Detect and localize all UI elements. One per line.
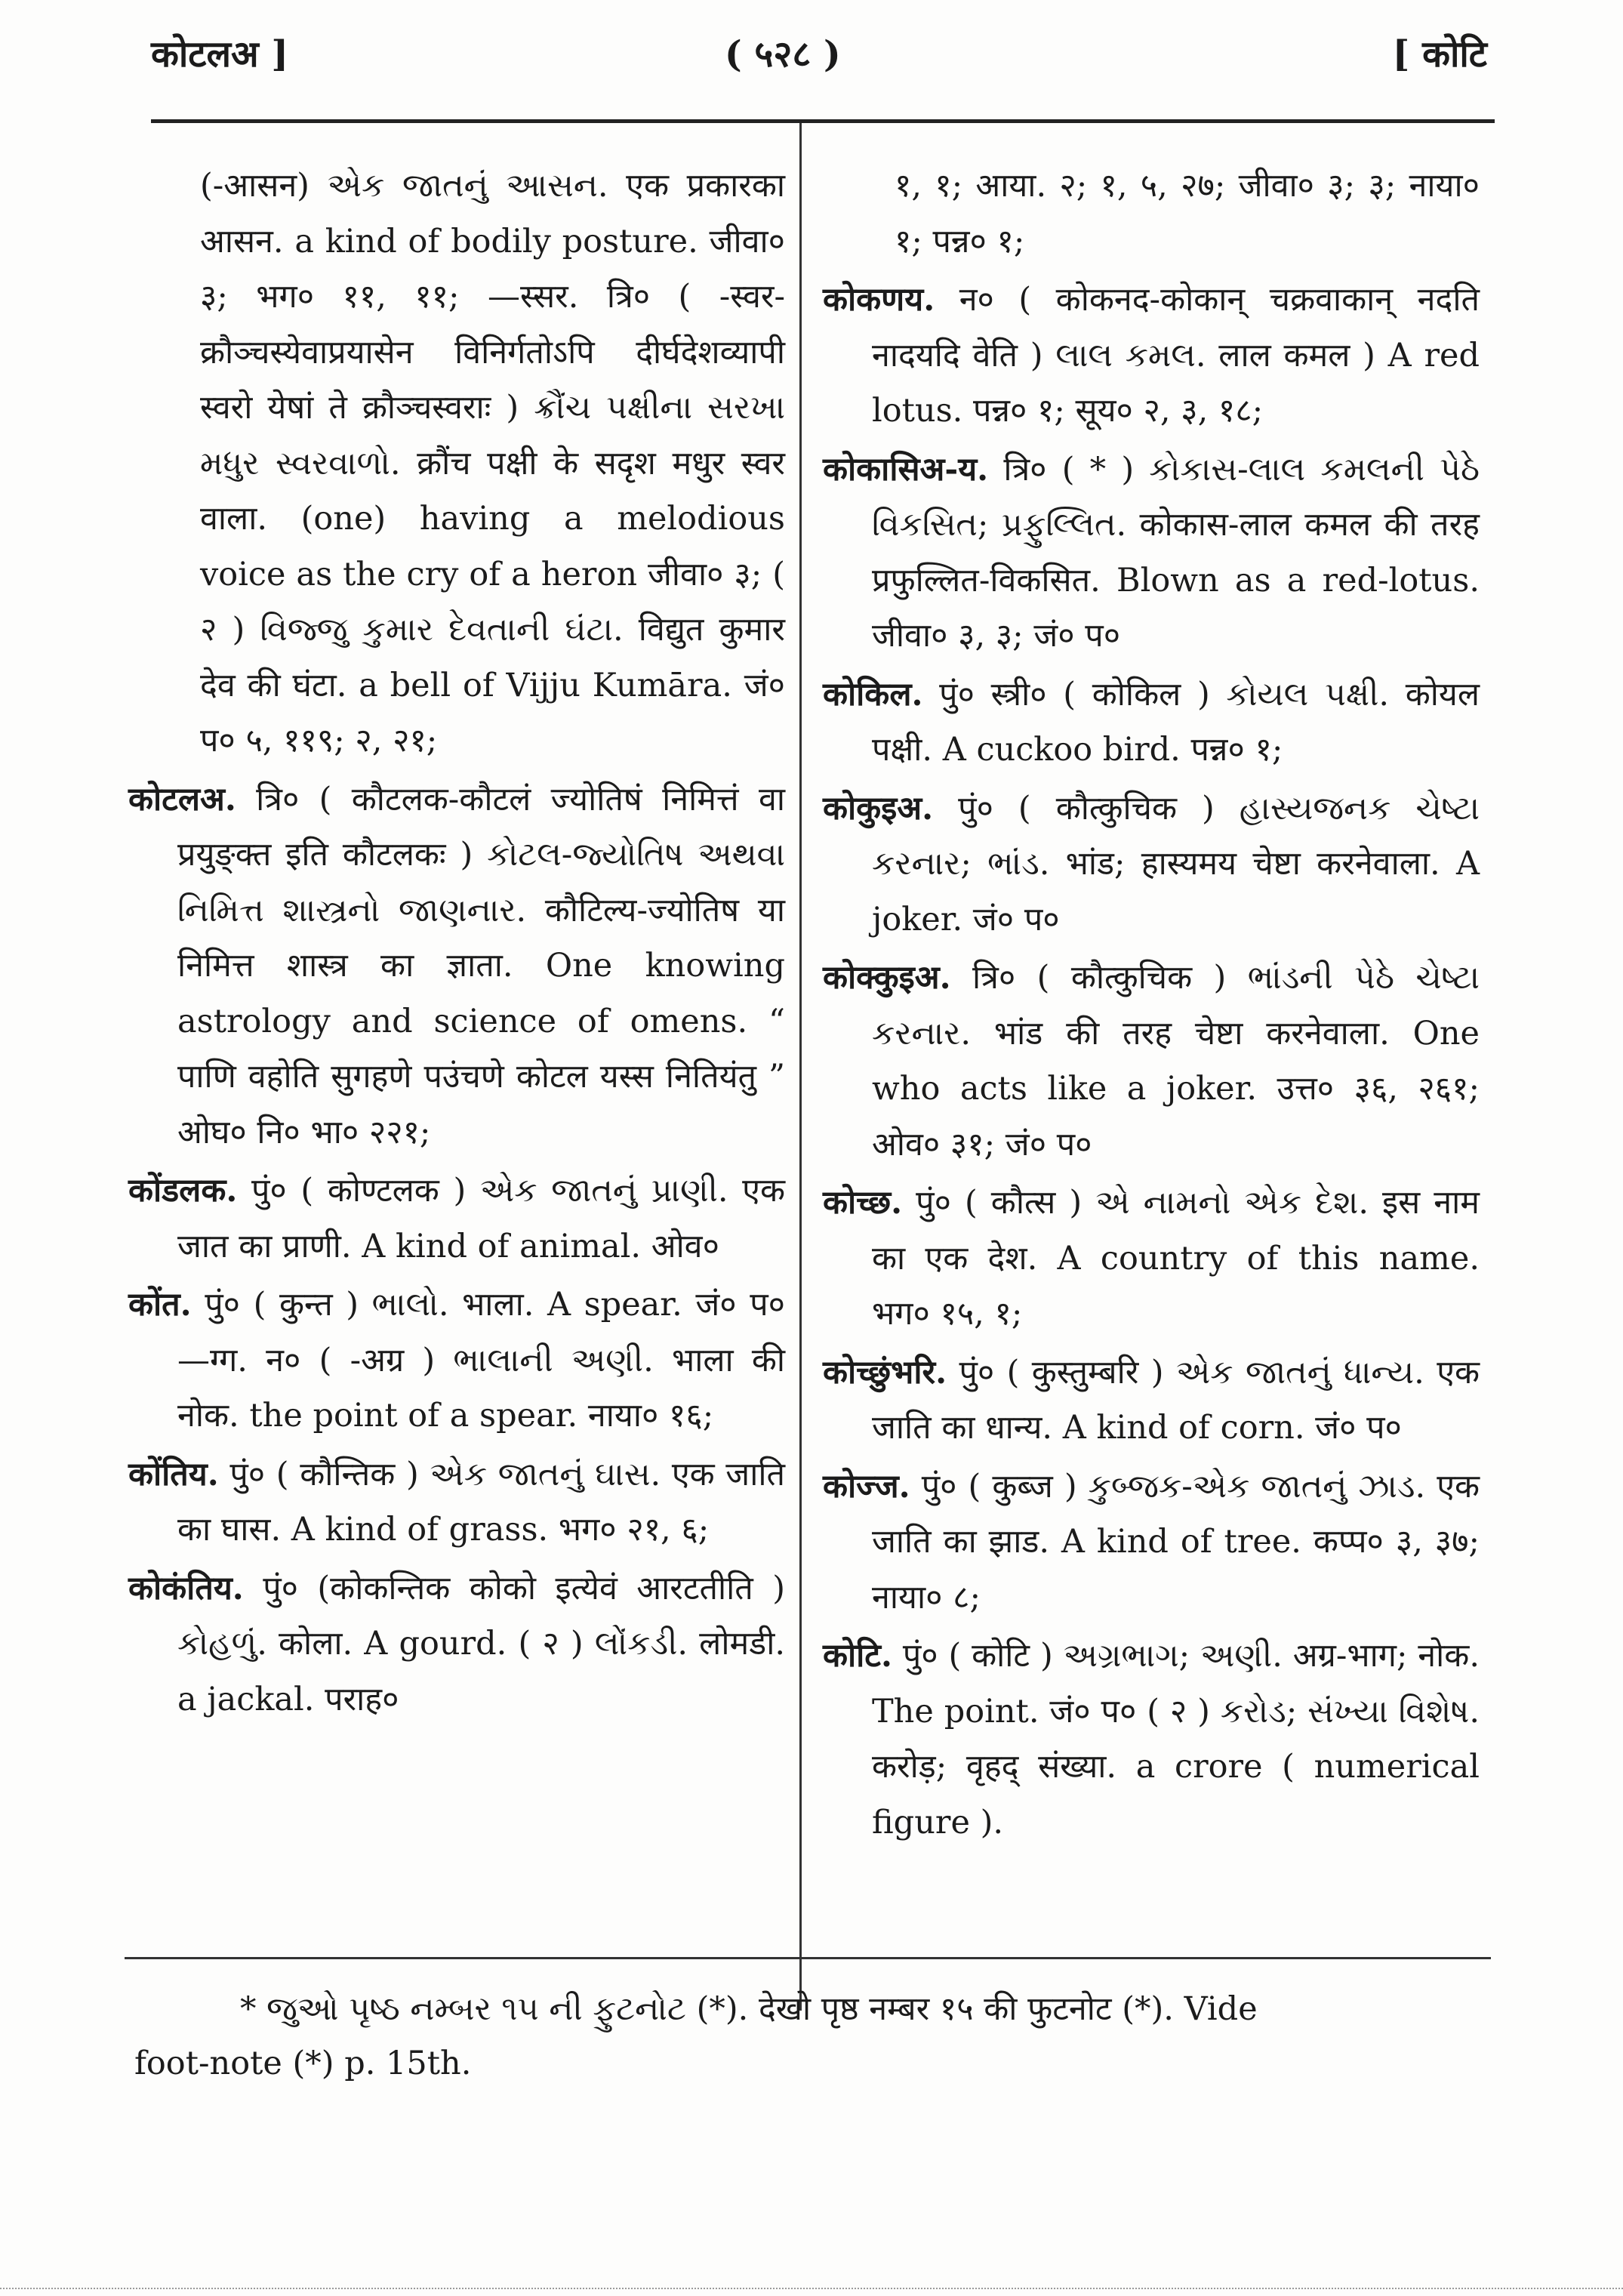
entry-headword: कोच्छ.	[823, 1184, 903, 1222]
entry-text: १, १; आया. २; १, ५, २७; जीवा० ३; ३; नाया० १; पन्न० १;	[895, 167, 1480, 260]
entry-text: त्रि० ( कौटलक-कौटलं ज्योतिषं निमित्तं वा प्रयुङ्क्त इति कौटलकः ) કોટલ-જ્યોતિષ અથવા નિમિત્ત શાસ્ત્રનો જાણનાર. कौटिल्य-ज्योतिष या निमित्त शास्त्र का ज्ञाता. One knowing astrology and science of omens. “ पाणि वहोति सुगहणे पउंचणे कोटल यस्स नितियंतु ” ओघ० नि० भा० २२१;	[177, 780, 785, 1151]
entry-text: पुं० ( कोण्टलक ) એક જાતનું પ્રાણી. एक जात का प्राणी. A kind of animal. ओव०	[177, 1172, 785, 1265]
entry-headword: कोकिल.	[823, 675, 923, 713]
entry-text: पुं० ( कौन्तिक ) એક જાતનું ઘાસ. एक जाति का घास. A kind of grass. भग० २१, ६;	[177, 1455, 786, 1549]
dictionary-entry	[823, 1176, 1480, 1342]
entry-headword: कोकंतिय.	[128, 1569, 244, 1607]
entry-headword: कोंत.	[128, 1286, 192, 1324]
page-number: ( ५२८ )	[725, 33, 841, 76]
entry-text: त्रि० ( कौत्कुचिक ) ભાંડની પેઠે ચેષ્ટા કરનાર. भांड की तरह चेष्टा करनेवाला. One who acts like a joker. उत्त० ३६, २६१; ओव० ३१; जं० प०	[872, 959, 1480, 1163]
entry-text: पुं० ( कुन्त ) ભાલો. भाला. A spear. जं० प० —ग्ग. न० ( -अग्र ) ભાલાની અણી. भाला की नोक. the point of a spear. नाया० १६;	[177, 1286, 785, 1435]
dictionary-entry	[128, 1277, 785, 1444]
entry-text: पुं० ( कुब्ज ) કુબ્જક-એક જાતનું ઝાડ. एक जाति का झाड. A kind of tree. कप्प० ३, ३७; नाया० ८;	[872, 1467, 1480, 1616]
footnote-line: * જુઓ પૃષ્ઠ નમ્બર ૧૫ ની ફુટનોટ (*). देखो पृष्ठ नम्बर १५ की फुटनोट (*). Vide	[240, 1990, 1258, 2028]
footnote-line: foot-note (*) p. 15th.	[134, 2045, 472, 2082]
entry-headword: कोटि.	[823, 1637, 892, 1675]
entry-text: पुं० ( कौत्कुचिक ) હાસ્યજનક ચેષ્ટા કરનાર; ભાંડ. भांड; हास्यमय चेष्टा करनेवाला. A joker. जं० प०	[872, 789, 1480, 938]
entry-headword: कोकणय.	[823, 281, 935, 319]
entry-text: पुं० ( कुस्तुम्बरि ) એક જાતનું ધાન્ય. एक जाति का धान्य. A kind of corn. जं० प०	[872, 1353, 1480, 1447]
dictionary-entry	[823, 667, 1480, 778]
dictionary-entry	[823, 442, 1480, 664]
dictionary-entry	[128, 772, 785, 1161]
entry-text: न० ( कोकनद-कोकान् चक्रवाकान् नदति नादयदि वेति ) લાલ કમલ. लाल कमल ) A red lotus. पन्न० १; सूय० २, ३, १८;	[872, 281, 1480, 430]
dictionary-entry	[128, 1561, 785, 1728]
entry-text: त्रि० ( * ) કોકાસ-લાલ કમલની પેઠે વિકસિત; પ્રફુલ્લિત. कोकास-लाल कमल की तरह प्रफुल्लित-विकसित. Blown as a red-lotus. जीवा० ३, ३; जं० प०	[872, 450, 1480, 655]
right-column	[823, 159, 1480, 1854]
dictionary-entry	[128, 159, 785, 769]
header-rule	[151, 119, 1495, 123]
column-divider	[799, 123, 802, 2011]
entry-text: (-आसन) એક જાતનું આસન. एक प्रकारका आसन. a kind of bodily posture. जीवा० ३; भग० ११, ११; —स्सर. त्रि० ( -स्वर-क्रौञ्चस्येवाप्रयासेन विनिर्गतोऽपि दीर्घदेशव्यापी स्वरो येषां ते क्रौञ्चस्वराः ) ક્રૌંચ પક્ષીના સરખા મધુર સ્વરવાળો. क्रौंच पक्षी के सदृश मधुर स्वर वाला. (one) having a melodious voice as the cry of a heron जीवा० ३; ( २ ) વિજ્જુ કુમાર દેવતાની ઘંટા. विद्युत कुमार देव की घंटा. a bell of Vijju Kumāra. जं० प० ५, ११९; २, २१;	[200, 167, 785, 760]
dictionary-entry	[823, 951, 1480, 1173]
entry-headword: कोज्ज.	[823, 1467, 910, 1505]
dictionary-entry	[823, 1459, 1480, 1626]
header-right-guideword: [ कोटि	[1392, 33, 1487, 76]
entry-headword: कोटलअ.	[128, 780, 236, 818]
dictionary-entry	[823, 159, 1480, 270]
footnote-rule	[125, 1957, 1491, 1959]
dictionary-entry	[128, 1163, 785, 1274]
entry-headword: कोक्कुइअ.	[823, 959, 951, 997]
footnote	[134, 1982, 1486, 2091]
dictionary-entry	[823, 781, 1480, 948]
entry-text: पुं० स्त्री० ( कोकिल ) કોયલ પક્ષી. कोयल पक्षी. A cuckoo bird. पन्न० १;	[872, 675, 1480, 769]
left-column	[128, 159, 785, 1730]
entry-headword: कोकासिअ-य.	[823, 450, 989, 488]
running-head	[151, 29, 1487, 82]
entry-headword: कोंडलक.	[128, 1172, 238, 1210]
entry-text: पुं० ( कौत्स ) એ નામનો એક દેશ. इस नाम का एक देश. A country of this name. भग० १५, १;	[872, 1184, 1480, 1333]
header-left-guideword: कोटलअ ]	[151, 33, 289, 76]
entry-text: पुं० ( कोटि ) અગ્રભાગ; અણી. अग्र-भाग; नोक. The point. जं० प० ( २ ) કરોડ; સંખ્યા વિશેષ. करोड़; वृहद् संख्या. a crore ( numerical figure ).	[872, 1637, 1480, 1841]
page-edge-dots	[0, 2288, 1623, 2289]
dictionary-entry	[823, 1629, 1480, 1851]
entry-headword: कोकुइअ.	[823, 789, 934, 827]
entry-headword: कोच्छुंभरि.	[823, 1353, 947, 1391]
dictionary-entry	[128, 1447, 785, 1558]
dictionary-entry	[823, 273, 1480, 439]
entry-headword: कोंतिय.	[128, 1455, 219, 1493]
entry-text: पुं० (कोकन्तिक कोको इत्येवं आरटतीति ) કોહળું. कोला. A gourd. ( २ ) લોંકડી. लोमडी. a jackal. पराह०	[177, 1569, 786, 1718]
dictionary-entry	[823, 1345, 1480, 1456]
